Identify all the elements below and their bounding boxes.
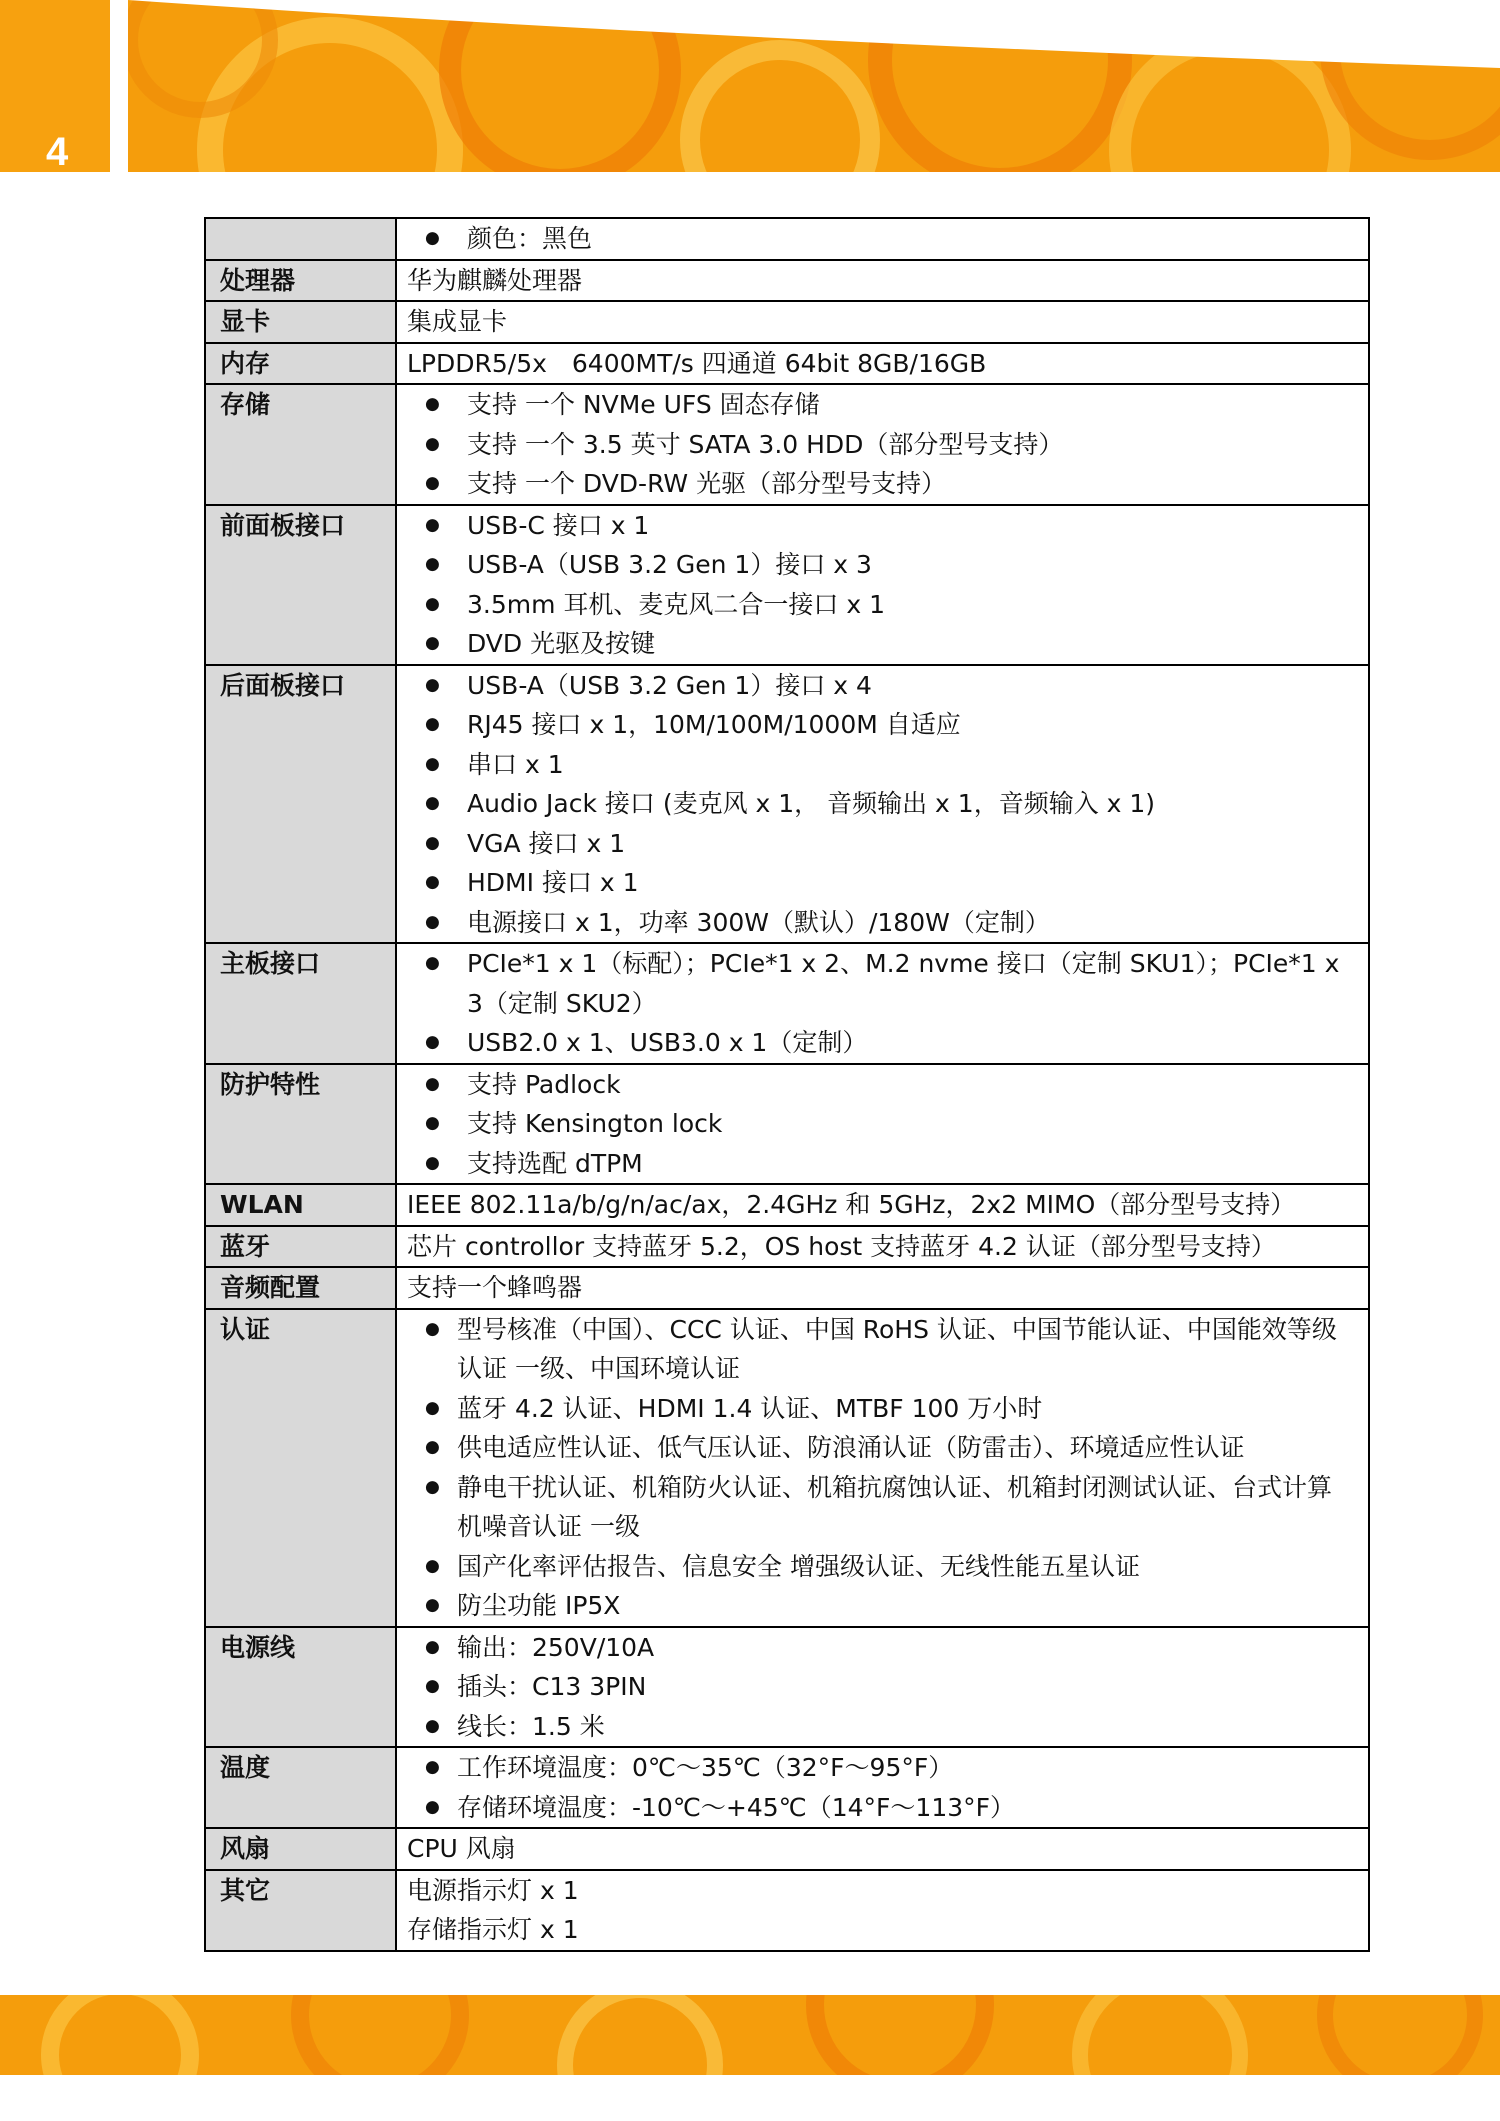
spec-bullet-item: ● 工作环境温度：0℃～35℃（32°F～95°F） (407, 1748, 1356, 1788)
spec-bullet-item: ● Audio Jack 接口 (麦克风 x 1， 音频输出 x 1，音频输入 x 1) (407, 784, 1356, 824)
spec-bullet-item: ● 国产化率评估报告、信息安全 增强级认证、无线性能五星认证 (407, 1547, 1356, 1587)
spec-value (396, 943, 1369, 1064)
spec-key: 存储 (205, 384, 396, 505)
spec-row (205, 1870, 1369, 1951)
footer-pattern (0, 1995, 1500, 2075)
spec-bullet-item: ● USB-C 接口 x 1 (407, 506, 1356, 546)
spec-bullet-list (407, 385, 1356, 504)
spec-bullet-item: ● PCIe*1 x 1（标配）；PCIe*1 x 2、M.2 nvme 接口（定制 SKU1）；PCIe*1 x 3（定制 SKU2） (407, 944, 1356, 1023)
spec-value (396, 384, 1369, 505)
spec-bullet-item: ● 防尘功能 IP5X (407, 1586, 1356, 1626)
spec-bullet-list (407, 1065, 1356, 1184)
spec-bullet-item: ● 支持 Kensington lock (407, 1104, 1356, 1144)
spec-bullet-list (407, 1748, 1356, 1827)
spec-bullet-list (407, 1628, 1356, 1747)
spec-key: 防护特性 (205, 1064, 396, 1185)
spec-key: 其它 (205, 1870, 396, 1951)
spec-value-text: LPDDR5/5x 6400MT/s 四通道 64bit 8GB/16GB (407, 348, 987, 378)
spec-bullet-item: ● 静电干扰认证、机箱防火认证、机箱抗腐蚀认证、机箱封闭测试认证、台式计算机噪音认证 一级 (407, 1468, 1356, 1547)
spec-bullet-item: ● 支持选配 dTPM (407, 1144, 1356, 1184)
spec-key: 音频配置 (205, 1267, 396, 1309)
spec-bullet-item: ● 输出：250V/10A (407, 1628, 1356, 1668)
spec-bullet-item: ● USB2.0 x 1、USB3.0 x 1（定制） (407, 1023, 1356, 1063)
spec-bullet-item: ● RJ45 接口 x 1，10M/100M/1000M 自适应 (407, 705, 1356, 745)
spec-key: 内存 (205, 343, 396, 385)
spec-value-line: 存储指示灯 x 1 (407, 1915, 579, 1944)
spec-row (205, 1184, 1369, 1226)
spec-bullet-item: ● 线长：1.5 米 (407, 1707, 1356, 1747)
spec-row (205, 1226, 1369, 1268)
spec-table (204, 217, 1370, 1952)
spec-bullet-item: ● 存储环境温度：-10℃～+45℃（14°F～113°F） (407, 1788, 1356, 1828)
spec-value (396, 260, 1369, 302)
spec-bullet-item: ● VGA 接口 x 1 (407, 824, 1356, 864)
spec-bullet-item: ● USB-A（USB 3.2 Gen 1）接口 x 4 (407, 666, 1356, 706)
spec-value-text: 芯片 controllor 支持蓝牙 5.2，OS host 支持蓝牙 4.2 认证（部分型号支持） (407, 1231, 1276, 1261)
spec-bullet-item: ● HDMI 接口 x 1 (407, 863, 1356, 903)
spec-row (205, 1747, 1369, 1828)
spec-bullet-item: ● 支持 一个 3.5 英寸 SATA 3.0 HDD（部分型号支持） (407, 425, 1356, 465)
spec-key: 前面板接口 (205, 505, 396, 665)
spec-value (396, 1184, 1369, 1226)
spec-value (396, 301, 1369, 343)
spec-row (205, 1627, 1369, 1748)
spec-key: 风扇 (205, 1828, 396, 1870)
spec-bullet-list (407, 666, 1356, 943)
spec-bullet-list (407, 506, 1356, 664)
header-pattern (0, 0, 1500, 200)
spec-key: 显卡 (205, 301, 396, 343)
spec-key: 蓝牙 (205, 1226, 396, 1268)
spec-value (396, 1226, 1369, 1268)
spec-key: 后面板接口 (205, 665, 396, 944)
spec-row (205, 1309, 1369, 1627)
spec-bullet-item: ● 蓝牙 4.2 认证、HDMI 1.4 认证、MTBF 100 万小时 (407, 1389, 1356, 1429)
spec-key: 处理器 (205, 260, 396, 302)
spec-value-text: CPU 风扇 (407, 1834, 516, 1863)
spec-bullet-item: ● 支持 一个 NVMe UFS 固态存储 (407, 385, 1356, 425)
spec-row (205, 665, 1369, 944)
spec-row (205, 301, 1369, 343)
spec-value-text: 支持一个蜂鸣器 (407, 1273, 583, 1302)
spec-row (205, 1064, 1369, 1185)
spec-bullet-item: ● 串口 x 1 (407, 745, 1356, 785)
spec-row (205, 943, 1369, 1064)
spec-value (396, 218, 1369, 260)
spec-bullet-item: ● 支持 一个 DVD-RW 光驱（部分型号支持） (407, 464, 1356, 504)
spec-bullet-item: ● 供电适应性认证、低气压认证、防浪涌认证（防雷击）、环境适应性认证 (407, 1428, 1356, 1468)
spec-row (205, 260, 1369, 302)
spec-key: 认证 (205, 1309, 396, 1627)
spec-row (205, 218, 1369, 260)
spec-bullet-item: ● 颜色：黑色 (407, 219, 1356, 259)
spec-key: 电源线 (205, 1627, 396, 1748)
spec-value (396, 1064, 1369, 1185)
spec-value-text: 华为麒麟处理器 (407, 265, 583, 295)
page-number: 4 (46, 130, 69, 174)
spec-value (396, 1828, 1369, 1870)
spec-value (396, 505, 1369, 665)
spec-bullet-item: ● 3.5mm 耳机、麦克风二合一接口 x 1 (407, 585, 1356, 625)
spec-value (396, 665, 1369, 944)
spec-key: 主板接口 (205, 943, 396, 1064)
spec-bullet-item: ● USB-A（USB 3.2 Gen 1）接口 x 3 (407, 545, 1356, 585)
spec-bullet-list (407, 944, 1356, 1063)
spec-value (396, 1627, 1369, 1748)
spec-row (205, 343, 1369, 385)
spec-row (205, 505, 1369, 665)
footer-banner (0, 1995, 1500, 2075)
header-banner (0, 0, 1500, 200)
spec-value-line: 电源指示灯 x 1 (407, 1875, 579, 1905)
spec-value (396, 1309, 1369, 1627)
spec-bullet-item: ● 插头：C13 3PIN (407, 1667, 1356, 1707)
spec-row (205, 384, 1369, 505)
spec-bullet-item: ● 电源接口 x 1，功率 300W（默认）/180W（定制） (407, 903, 1356, 943)
spec-value (396, 1267, 1369, 1309)
spec-value (396, 343, 1369, 385)
spec-bullet-list (407, 1310, 1356, 1626)
spec-key: WLAN (205, 1184, 396, 1226)
spec-bullet-item: ● DVD 光驱及按键 (407, 624, 1356, 664)
spec-bullet-item: ● 型号核准（中国）、CCC 认证、中国 RoHS 认证、中国节能认证、中国能效等级认证 一级、中国环境认证 (407, 1310, 1356, 1389)
spec-row (205, 1828, 1369, 1870)
spec-key: 温度 (205, 1747, 396, 1828)
spec-value (396, 1747, 1369, 1828)
spec-row (205, 1267, 1369, 1309)
spec-table-body (205, 218, 1369, 1951)
spec-key (205, 218, 396, 260)
spec-bullet-item: ● 支持 Padlock (407, 1065, 1356, 1105)
spec-bullet-list (407, 219, 1356, 259)
spec-value-text: IEEE 802.11a/b/g/n/ac/ax，2.4GHz 和 5GHz，2x2 MIMO（部分型号支持） (407, 1190, 1296, 1219)
spec-value-text: 集成显卡 (407, 307, 508, 336)
spec-value (396, 1870, 1369, 1951)
